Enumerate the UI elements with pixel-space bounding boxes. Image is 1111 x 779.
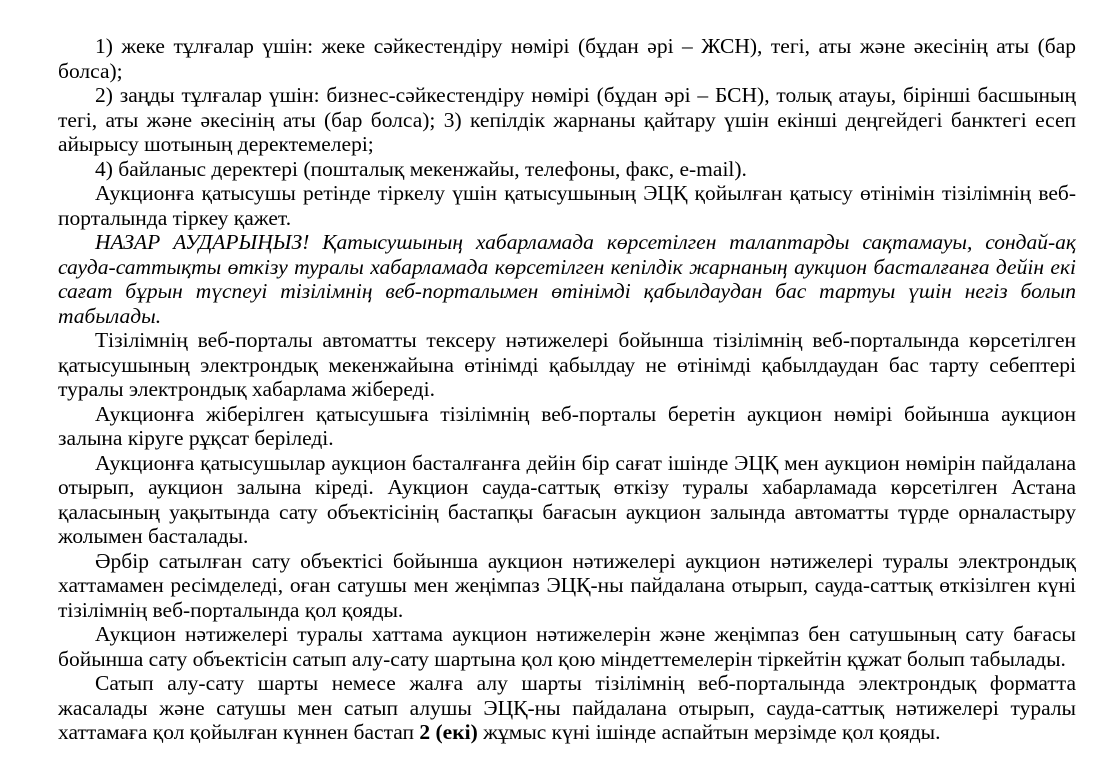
paragraph-attention-notice: НАЗАР АУДАРЫҢЫЗ! Қатысушының хабарламада көрсетілген талаптарды сақтамауы, сондай-ақ сауда-саттықты өткізу туралы хабарламада көрсетілген кепілдік жарнаның аукцион басталғанға дейін екі сағат бұрын түспеуі тізілімнің веб-порталымен өтінімді қабылдаудан бас тартуы үшін негіз болып табылады.: [58, 230, 1076, 328]
paragraph-legal-entities: 2) заңды тұлғалар үшін: бизнес-сәйкестендіру нөмірі (бұдан әрі – БСН), толық атауы, бірінші басшының тегі, аты және әкесінің аты (бар болса); 3) кепілдік жарнаны қайтару үшін екінші деңгейдегі банктегі есеп айырысу шотының деректемелері;: [58, 83, 1076, 156]
paragraph-contact-details: 4) байланыс деректері (пошталық мекенжайы, телефоны, факс, e-mail).: [95, 156, 747, 181]
contract-signing-text-before: Сатып алу-сату шарты немесе жалға алу шарты тізілімнің веб-порталында электрондық форматта жасалады және сатушы мен сатып алушы ЭЦҚ-ны пайдалана отырып, сауда-саттық нәтижелері туралы хаттамаға қол қойылған күннен бастап: [58, 671, 1076, 744]
paragraph-auto-check-notification: Тізілімнің веб-порталы автоматты тексеру нәтижелері бойынша тізілімнің веб-порталында көрсетілген қатысушының электрондық мекенжайына өтінімді қабылдау не өтінімді қабылдаудан бас тарту себептері туралы электрондық хабарлама жібереді.: [58, 328, 1076, 401]
paragraph-contract-signing: [58, 671, 1076, 745]
paragraph-registration: Аукционға қатысушы ретінде тіркелу үшін қатысушының ЭЦҚ қойылған қатысу өтінімін тізілімнің веб-порталында тіркеу қажет.: [58, 181, 1076, 230]
paragraph-protocol-purpose: Аукцион нәтижелері туралы хаттама аукцион нәтижелерін және жеңімпаз бен сатушының сату бағасы бойынша сату объектісін сатып алу-сату шартына қол қою міндеттемелерін тіркейтін құжат болып табылады.: [58, 622, 1076, 671]
paragraph-auction-hall-access: Аукционға жіберілген қатысушыға тізілімнің веб-порталы беретін аукцион нөмірі бойынша аукцион залына кіруге рұқсат беріледі.: [58, 401, 1076, 450]
contract-signing-text-after: жұмыс күні ішінде аспайтын мерзімде қол қояды.: [477, 720, 941, 744]
paragraph-auction-results-protocol: Әрбір сатылған сату объектісі бойынша аукцион нәтижелері аукцион нәтижелері туралы электрондық хаттамамен ресімделеді, оған сатушы мен жеңімпаз ЭЦҚ-ны пайдалана отырып, сауда-саттық өткізілген күні тізілімнің веб-порталында қол қояды.: [58, 548, 1076, 622]
paragraph-auction-start: Аукционға қатысушылар аукцион басталғанға дейін бір сағат ішінде ЭЦҚ мен аукцион нөмірін пайдалана отырып, аукцион залына кіреді. Аукцион сауда-саттық өткізу туралы хабарламада көрсетілген Астана қаласының уақытында сату объектісінің бастапқы бағасын аукцион залында автоматты түрде орналастыру жолымен басталады.: [58, 450, 1076, 548]
contract-signing-deadline: 2 (екі): [419, 720, 478, 744]
paragraph-individuals: 1) жеке тұлғалар үшін: жеке сәйкестендіру нөмірі (бұдан әрі – ЖСН), тегі, аты және әкесінің аты (бар болса);: [58, 34, 1076, 83]
